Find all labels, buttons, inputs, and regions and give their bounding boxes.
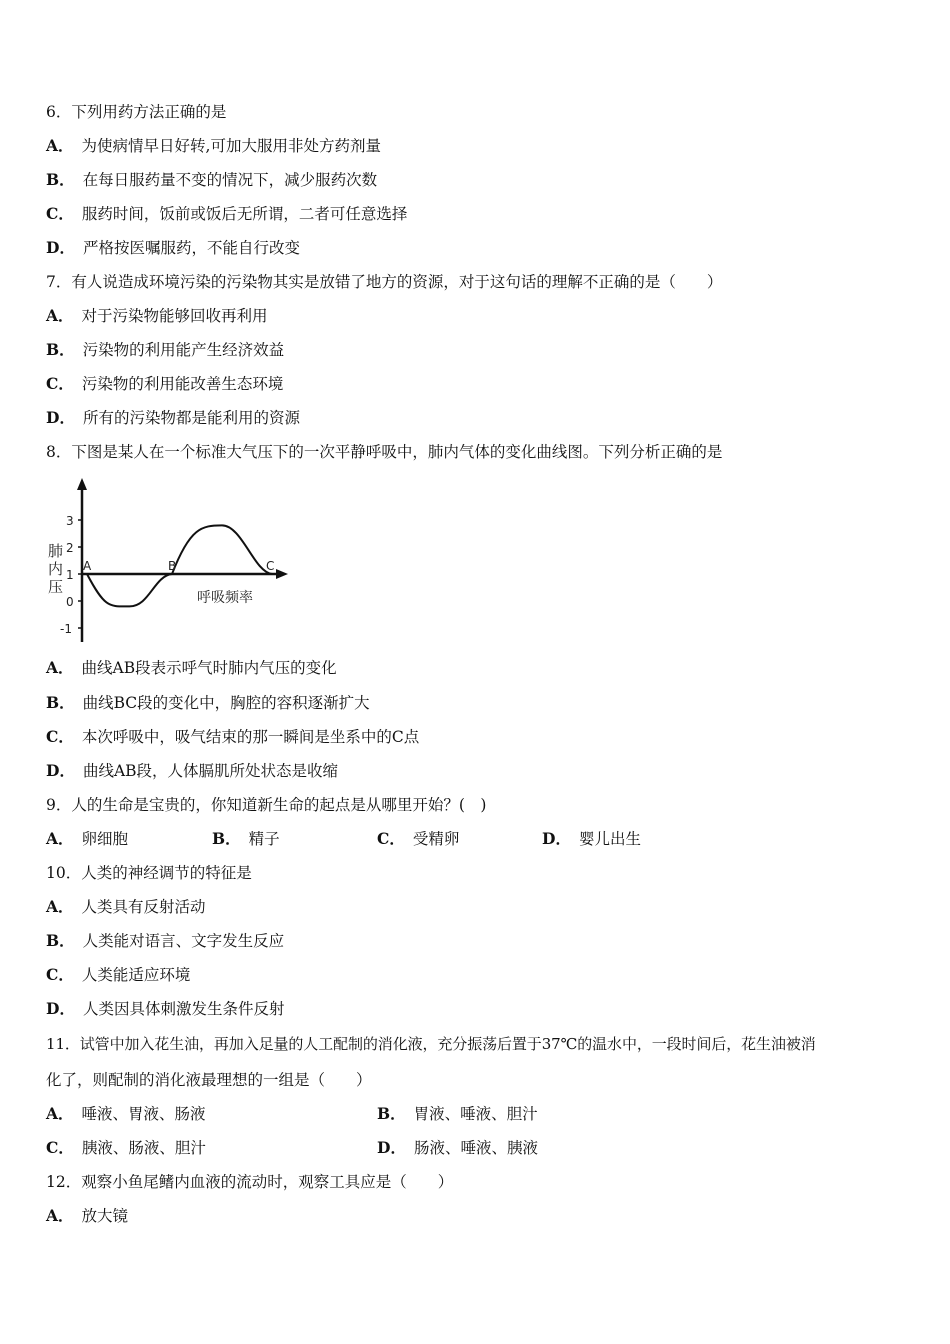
option-label: A． (46, 897, 74, 916)
option-text: 污染物的利用能产生经济效益 (82, 341, 285, 359)
y-tick-label: 0 (66, 595, 74, 609)
option-label: C． (46, 1138, 74, 1157)
option-label: A． (46, 829, 74, 848)
option-label: C． (46, 727, 74, 746)
q8-option-c (46, 727, 419, 747)
option-text: 为使病情早日好转,可加大服用非处方药剂量 (81, 137, 381, 155)
q12-stem: 12．观察小鱼尾鳍内血液的流动时，观察工具应是（ ） (46, 1173, 454, 1191)
q9-option-d (542, 829, 641, 849)
option-text: 精子 (248, 830, 280, 848)
q8-option-d (46, 761, 338, 781)
q7-option-d (46, 408, 300, 428)
y-axis-arrow (77, 478, 87, 490)
q9-option-a (46, 829, 128, 849)
q11-stem-line2: 化了，则配制的消化液最理想的一组是（ ） (46, 1071, 372, 1089)
y-axis-label-2: 内 (48, 560, 64, 578)
q10-option-b (46, 931, 284, 951)
option-text: 曲线AB段，人体膈肌所处状态是收缩 (82, 762, 339, 780)
option-label: B． (46, 693, 75, 712)
q9-option-b (212, 829, 280, 849)
q12-option-a (46, 1206, 128, 1226)
q7-option-c (46, 374, 283, 394)
point-label-b: B (168, 559, 177, 573)
option-text: 放大镜 (81, 1207, 129, 1225)
option-label: D． (46, 761, 75, 780)
y-axis-label-1: 肺 (48, 542, 64, 560)
option-text: 受精卵 (412, 830, 460, 848)
option-text: 卵细胞 (81, 830, 129, 848)
option-text: 污染物的利用能改善生态环境 (81, 375, 284, 393)
option-text: 曲线BC段的变化中，胸腔的容积逐渐扩大 (82, 694, 370, 712)
option-label: C． (46, 374, 74, 393)
y-tick-label: 3 (66, 514, 74, 528)
q10-option-c (46, 965, 190, 985)
option-label: B． (46, 340, 75, 359)
q11-option-d (377, 1138, 538, 1158)
q11-stem-line1: 11．试管中加入花生油，再加入足量的人工配制的消化液，充分振荡后置于37℃的温水中，一段时间后，花生油被消 (46, 1035, 816, 1053)
x-axis-label: 呼吸频率 (197, 590, 253, 606)
option-text: 肠液、唾液、胰液 (413, 1139, 538, 1157)
y-axis-label-3: 压 (48, 578, 64, 596)
q9-stem: 9．人的生命是宝贵的，你知道新生命的起点是从哪里开始？( ) (46, 796, 487, 814)
q9-option-c (377, 829, 459, 849)
option-text: 所有的污染物都是能利用的资源 (82, 409, 300, 427)
point-label-a: A (83, 559, 92, 573)
option-label: B． (377, 1104, 406, 1123)
option-label: D． (46, 238, 75, 257)
option-text: 胃液、唾液、胆汁 (413, 1105, 538, 1123)
q6-option-c (46, 204, 407, 224)
option-label: A． (46, 306, 74, 325)
q6-option-a (46, 136, 381, 156)
option-text: 唾液、胃液、肠液 (81, 1105, 206, 1123)
option-text: 严格按医嘱服药，不能自行改变 (82, 239, 300, 257)
point-label-c: C (266, 559, 275, 573)
option-label: B． (46, 170, 75, 189)
option-label: B． (212, 829, 241, 848)
q11-option-b (377, 1104, 538, 1124)
option-label: A． (46, 1206, 74, 1225)
q10-option-a (46, 897, 206, 917)
x-axis-arrow (276, 569, 288, 579)
option-label: D． (377, 1138, 406, 1157)
q11-option-c (46, 1138, 206, 1158)
option-text: 在每日服药量不变的情况下，减少服药次数 (82, 171, 378, 189)
option-text: 胰液、肠液、胆汁 (81, 1139, 206, 1157)
q7-option-a (46, 306, 268, 326)
option-text: 曲线AB段表示呼气时肺内气压的变化 (81, 659, 337, 677)
option-text: 人类能适应环境 (81, 966, 191, 984)
q10-stem: 10．人类的神经调节的特征是 (46, 864, 252, 882)
option-label: A． (46, 1104, 74, 1123)
option-label: D． (46, 408, 75, 427)
option-label: B． (46, 931, 75, 950)
q8-stem: 8．下图是某人在一个标准大气压下的一次平静呼吸中，肺内气体的变化曲线图。下列分析正确的是 (46, 443, 723, 461)
option-label: A． (46, 658, 74, 677)
option-text: 人类能对语言、文字发生反应 (82, 932, 285, 950)
option-label: D． (46, 999, 75, 1018)
q7-option-b (46, 340, 284, 360)
q8-option-b (46, 693, 370, 713)
option-text: 人类因具体刺激发生条件反射 (82, 1000, 285, 1018)
option-label: C． (377, 829, 405, 848)
option-label: C． (46, 965, 74, 984)
option-text: 对于污染物能够回收再利用 (81, 307, 268, 325)
option-text: 婴儿出生 (578, 830, 641, 848)
q6-option-d (46, 238, 300, 258)
option-text: 人类具有反射活动 (81, 898, 206, 916)
option-label: A． (46, 136, 74, 155)
q8-option-a (46, 658, 337, 678)
option-text: 本次呼吸中，吸气结束的那一瞬间是坐系中的C点 (81, 728, 420, 746)
q7-stem: 7．有人说造成环境污染的污染物其实是放错了地方的资源，对于这句话的理解不正确的是（ ） (46, 273, 723, 291)
y-tick-label: -1 (60, 622, 72, 636)
q10-option-d (46, 999, 284, 1019)
option-label: C． (46, 204, 74, 223)
lung-pressure-chart (42, 474, 292, 646)
y-tick-label: 2 (66, 541, 74, 555)
q6-stem: 6．下列用药方法正确的是 (46, 103, 227, 121)
option-text: 服药时间，饭前或饭后无所谓，二者可任意选择 (81, 205, 408, 223)
q11-option-a (46, 1104, 206, 1124)
q6-option-b (46, 170, 377, 190)
option-label: D． (542, 829, 571, 848)
y-tick-label: 1 (66, 568, 74, 582)
